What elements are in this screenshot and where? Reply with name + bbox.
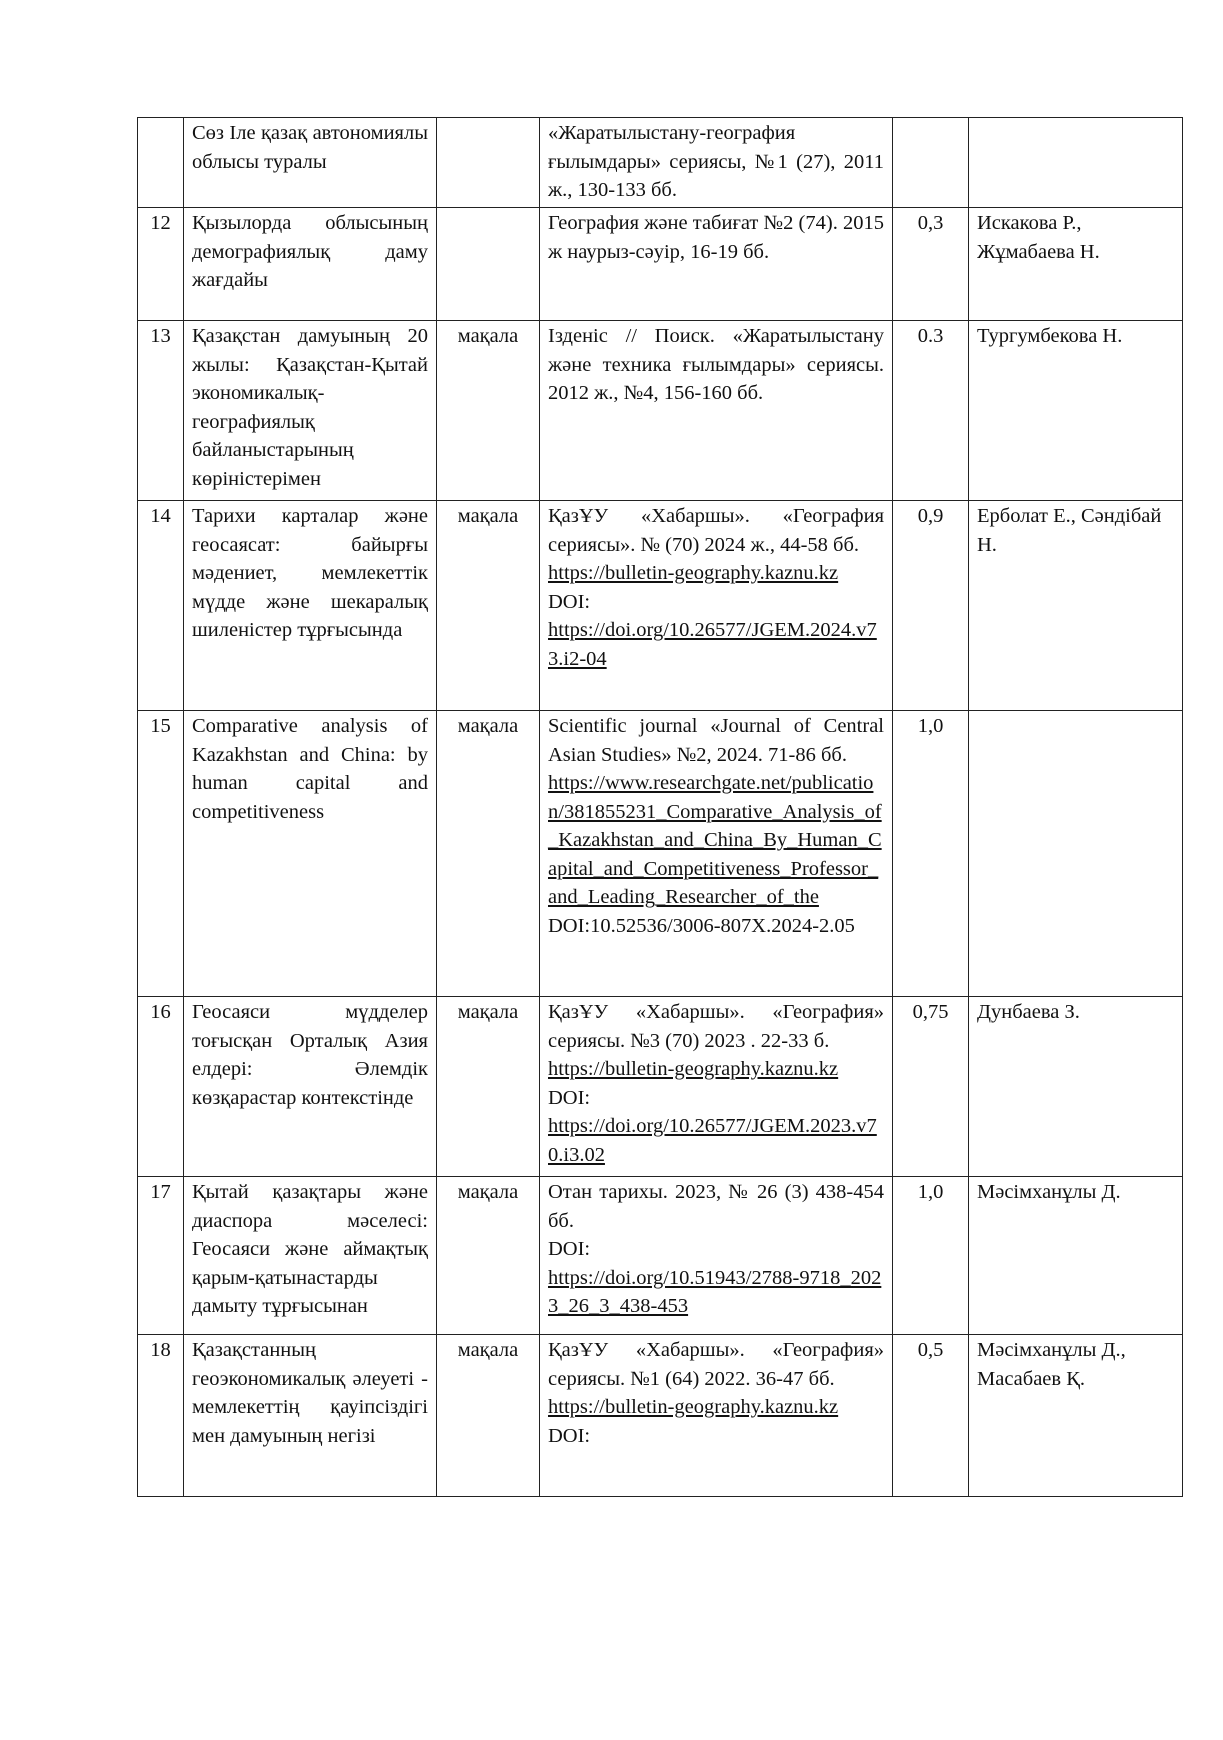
doi-label: DOI: bbox=[548, 1238, 591, 1260]
source-text: География және табиғат №2 (74). 2015 ж наурыз-сәуір, 16-19 бб. bbox=[548, 212, 884, 263]
coauthors bbox=[969, 711, 1183, 997]
volume-pages: 1,0 bbox=[893, 1177, 969, 1335]
source-url-link[interactable]: https://bulletin-geography.kaznu.kz bbox=[548, 1396, 839, 1418]
publication-source bbox=[540, 997, 893, 1177]
row-number bbox=[138, 118, 184, 208]
volume-pages: 0,75 bbox=[893, 997, 969, 1177]
publication-source bbox=[540, 118, 893, 208]
publication-title: Comparative analysis of Kazakhstan and China: by human capital and competitiveness bbox=[184, 711, 437, 997]
row-number: 12 bbox=[138, 208, 184, 321]
coauthors: Ерболат Е., Сәндібай Н. bbox=[969, 501, 1183, 711]
source-url-link[interactable]: https://bulletin-geography.kaznu.kz bbox=[548, 562, 839, 584]
coauthors: Искакова Р., Жұмабаева Н. bbox=[969, 208, 1183, 321]
doi-label: DOI: bbox=[548, 1086, 591, 1109]
source-url-link[interactable]: https://www.researchgate.net/publication/381855231_Comparative_Analysis_of_Kazakhstan_and_China_By_Human_Capital_and_Competitiveness_Professor_and_Leading_Researcher_of_the bbox=[548, 772, 882, 908]
publication-source bbox=[540, 208, 893, 321]
table-row bbox=[138, 118, 1183, 208]
publication-type: мақала bbox=[437, 997, 540, 1177]
publication-type: мақала bbox=[437, 1177, 540, 1335]
coauthors: Мәсімханұлы Д. bbox=[969, 1177, 1183, 1335]
publication-source bbox=[540, 711, 893, 997]
publication-type bbox=[437, 118, 540, 208]
publication-title: Қытай қазақтары және диаспора мәселесі: Геосаяси және аймақтық қарым-қатынастарды дамыту тұрғысынан bbox=[184, 1177, 437, 1335]
coauthors bbox=[969, 118, 1183, 208]
publication-title: Сөз Іле қазақ автономиялы облысы туралы bbox=[184, 118, 437, 208]
publication-title: Қазақстан дамуының 20 жылы: Қазақстан-Қытай экономикалық-географиялық байланыстарының көріністерімен bbox=[184, 321, 437, 501]
coauthors: Мәсімханұлы Д., Масабаев Қ. bbox=[969, 1335, 1183, 1497]
publication-type: мақала bbox=[437, 321, 540, 501]
source-text: Scientific journal «Journal of Central Asian Studies» №2, 2024. 71-86 бб. bbox=[548, 715, 884, 766]
publication-title: Геосаяси мүдделер тоғысқан Орталық Азия елдері: Әлемдік көзқарастар контекстінде bbox=[184, 997, 437, 1177]
publication-source bbox=[540, 501, 893, 711]
source-text: «Жаратылыстану-география ғылымдары» сериясы, №1 (27), 2011 ж., 130-133 бб. bbox=[548, 122, 884, 201]
publication-type: мақала bbox=[437, 711, 540, 997]
doi-label: DOI:10.52536/3006-807X.2024-2.05 bbox=[548, 914, 855, 937]
doi-label: DOI: bbox=[548, 590, 591, 613]
doi-link[interactable]: https://doi.org/10.51943/2788-9718_2023_26_3_438-453 bbox=[548, 1266, 882, 1317]
source-text: Отан тарихы. 2023, № 26 (3) 438-454 бб. bbox=[548, 1181, 884, 1232]
row-number: 17 bbox=[138, 1177, 184, 1335]
doi-link[interactable]: https://doi.org/10.26577/JGEM.2024.v73.i2-04 bbox=[548, 619, 877, 670]
doi-label: DOI: bbox=[548, 1424, 591, 1447]
publication-title: Қызылорда облысының демографиялық даму жағдайы bbox=[184, 208, 437, 321]
publication-title: Қазақстанның геоэкономикалық әлеуеті - мемлекеттің қауіпсіздігі мен дамуының негізі bbox=[184, 1335, 437, 1497]
publication-source bbox=[540, 1177, 893, 1335]
coauthors: Дунбаева З. bbox=[969, 997, 1183, 1177]
table-row bbox=[138, 321, 1183, 501]
volume-pages bbox=[893, 118, 969, 208]
publications-table bbox=[137, 117, 1183, 1497]
table-row bbox=[138, 711, 1183, 997]
publications-table-body bbox=[138, 118, 1183, 1497]
row-number: 13 bbox=[138, 321, 184, 501]
source-text: ҚазҰУ «Хабаршы». «География сериясы». № (70) 2024 ж., 44-58 бб. bbox=[548, 505, 884, 556]
publication-source bbox=[540, 321, 893, 501]
table-row bbox=[138, 501, 1183, 711]
volume-pages: 0,9 bbox=[893, 501, 969, 711]
publication-title: Тарихи карталар және геосаясат: байырғы мәдениет, мемлекеттік мүдде және шекаралық шиленістер тұрғысында bbox=[184, 501, 437, 711]
source-text: ҚазҰУ «Хабаршы». «География» сериясы. №3 (70) 2023 . 22-33 б. bbox=[548, 1001, 884, 1052]
row-number: 14 bbox=[138, 501, 184, 711]
source-url-link[interactable]: https://bulletin-geography.kaznu.kz bbox=[548, 1058, 839, 1080]
coauthors: Тургумбекова Н. bbox=[969, 321, 1183, 501]
doi-link[interactable]: https://doi.org/10.26577/JGEM.2023.v70.i3.02 bbox=[548, 1115, 877, 1166]
row-number: 15 bbox=[138, 711, 184, 997]
source-text: Ізденіс // Поиск. «Жаратылыстану және техника ғылымдары» сериясы. 2012 ж., №4, 156-160 бб. bbox=[548, 325, 884, 404]
volume-pages: 0,3 bbox=[893, 208, 969, 321]
publication-type: мақала bbox=[437, 1335, 540, 1497]
volume-pages: 1,0 bbox=[893, 711, 969, 997]
publication-source bbox=[540, 1335, 893, 1497]
row-number: 18 bbox=[138, 1335, 184, 1497]
volume-pages: 0.3 bbox=[893, 321, 969, 501]
publication-type bbox=[437, 208, 540, 321]
publication-type: мақала bbox=[437, 501, 540, 711]
source-text: ҚазҰУ «Хабаршы». «География» сериясы. №1 (64) 2022. 36-47 бб. bbox=[548, 1339, 884, 1390]
table-row bbox=[138, 997, 1183, 1177]
table-row bbox=[138, 1177, 1183, 1335]
table-row bbox=[138, 1335, 1183, 1497]
volume-pages: 0,5 bbox=[893, 1335, 969, 1497]
row-number: 16 bbox=[138, 997, 184, 1177]
table-row bbox=[138, 208, 1183, 321]
